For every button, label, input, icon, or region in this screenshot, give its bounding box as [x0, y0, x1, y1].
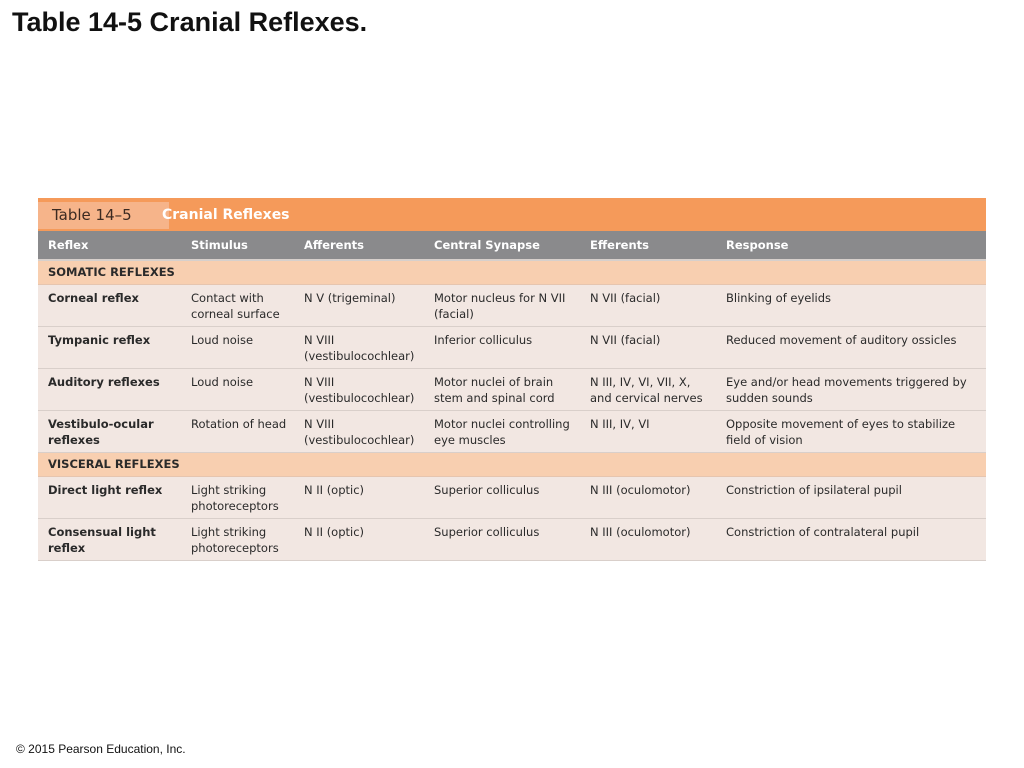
cell-response: Constriction of ipsilateral pupil — [716, 477, 986, 519]
header-afferents: Afferents — [294, 231, 424, 260]
cell-reflex: Consensual light reflex — [38, 519, 181, 561]
cell-afferents: N VIII (vestibulocochlear) — [294, 411, 424, 453]
section-label: SOMATIC REFLEXES — [38, 260, 986, 285]
cell-stimulus: Light striking photoreceptors — [181, 477, 294, 519]
cell-central-synapse: Superior colliculus — [424, 519, 580, 561]
cell-central-synapse: Superior colliculus — [424, 477, 580, 519]
cell-afferents: N VIII (vestibulocochlear) — [294, 327, 424, 369]
header-central-synapse: Central Synapse — [424, 231, 580, 260]
cell-efferents: N III (oculomotor) — [580, 477, 716, 519]
cell-central-synapse: Motor nucleus for N VII (facial) — [424, 285, 580, 327]
cell-efferents: N VII (facial) — [580, 285, 716, 327]
header-row — [38, 231, 986, 260]
cell-afferents: N V (trigeminal) — [294, 285, 424, 327]
cell-response: Reduced movement of auditory ossicles — [716, 327, 986, 369]
table-row — [38, 327, 986, 369]
cell-efferents: N VII (facial) — [580, 327, 716, 369]
cell-central-synapse: Motor nuclei of brain stem and spinal cord — [424, 369, 580, 411]
cell-central-synapse: Motor nuclei controlling eye muscles — [424, 411, 580, 453]
table-number: Table 14–5 — [38, 202, 169, 229]
table-row — [38, 369, 986, 411]
cell-response: Opposite movement of eyes to stabilize field of vision — [716, 411, 986, 453]
slide-title: Table 14-5 Cranial Reflexes. — [12, 7, 368, 37]
table-caption: Cranial Reflexes — [162, 207, 290, 223]
cell-stimulus: Contact with corneal surface — [181, 285, 294, 327]
section-row-visceral — [38, 453, 986, 477]
cell-afferents: N II (optic) — [294, 519, 424, 561]
cell-reflex: Direct light reflex — [38, 477, 181, 519]
cell-afferents: N VIII (vestibulocochlear) — [294, 369, 424, 411]
cell-reflex: Auditory reflexes — [38, 369, 181, 411]
cell-stimulus: Loud noise — [181, 327, 294, 369]
table-row — [38, 519, 986, 561]
table-row — [38, 411, 986, 453]
table-banner — [38, 198, 986, 231]
cell-stimulus: Light striking photoreceptors — [181, 519, 294, 561]
cell-response: Constriction of contralateral pupil — [716, 519, 986, 561]
header-efferents: Efferents — [580, 231, 716, 260]
header-response: Response — [716, 231, 986, 260]
reflex-table — [38, 231, 986, 561]
cell-efferents: N III (oculomotor) — [580, 519, 716, 561]
cell-efferents: N III, IV, VI — [580, 411, 716, 453]
section-label: VISCERAL REFLEXES — [38, 453, 986, 477]
cell-reflex: Tympanic reflex — [38, 327, 181, 369]
table-row — [38, 285, 986, 327]
cranial-reflexes-table — [38, 198, 986, 561]
cell-afferents: N II (optic) — [294, 477, 424, 519]
table-row — [38, 477, 986, 519]
section-row-somatic — [38, 260, 986, 285]
cell-stimulus: Loud noise — [181, 369, 294, 411]
copyright-notice: © 2015 Pearson Education, Inc. — [16, 742, 186, 756]
header-stimulus: Stimulus — [181, 231, 294, 260]
cell-response: Eye and/or head movements triggered by sudden sounds — [716, 369, 986, 411]
cell-central-synapse: Inferior colliculus — [424, 327, 580, 369]
cell-stimulus: Rotation of head — [181, 411, 294, 453]
cell-efferents: N III, IV, VI, VII, X, and cervical nerves — [580, 369, 716, 411]
cell-reflex: Corneal reflex — [38, 285, 181, 327]
header-reflex: Reflex — [38, 231, 181, 260]
table-body — [38, 260, 986, 561]
cell-response: Blinking of eyelids — [716, 285, 986, 327]
cell-reflex: Vestibulo-ocular reflexes — [38, 411, 181, 453]
